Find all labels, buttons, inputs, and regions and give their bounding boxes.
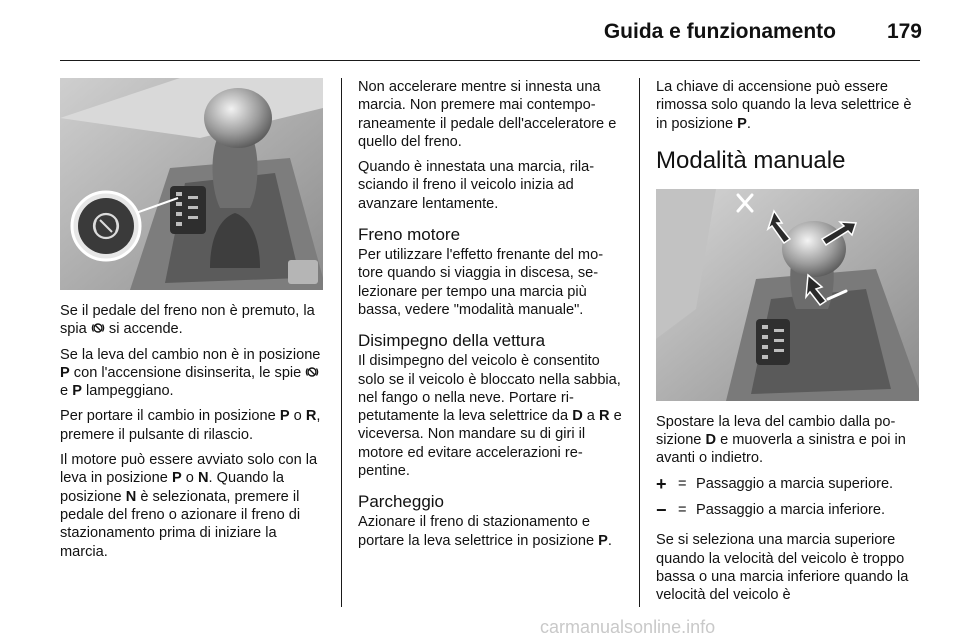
col2-p4-a: Il disimpegno del veicolo è consentito solo se il veicolo è bloccato nella sabbia, nel fango o nella neve. Portare ripetutamente la leva selettrice da: [358, 353, 621, 425]
watermark: carmanualsonline.info: [540, 617, 716, 637]
col3-p1-b: .: [746, 115, 751, 132]
legend-equals: =: [678, 475, 687, 492]
col1-p3-o: o: [293, 408, 302, 425]
col1-p4-n: N: [197, 470, 209, 487]
col2-p2: Quando è innestata una marcia, rilasciando il freno il veicolo inizia ad avanzare lentamente.: [358, 159, 595, 212]
column-3: [656, 78, 920, 612]
col1-p2-b: con l'accensione disinserita, le spie: [73, 364, 302, 381]
legend-text: Passaggio a marcia superiore.: [696, 475, 894, 492]
col1-p4-a: Il motore può essere avviato solo con la leva in posizione: [60, 452, 318, 487]
column-divider-2: [639, 78, 640, 607]
heading-disimpegno: Disimpegno della vettura: [358, 331, 546, 351]
col2-p1: Non accelerare mentre si innesta una marcia. Non premere mai contemporaneamente il pedale dell'acceleratore e quello del freno.: [358, 79, 617, 150]
col3-p3: Se si seleziona una marcia superiore quando la velocità del veicolo è troppo bassa o una marcia inferiore quando la velocità del veicolo è: [656, 532, 909, 604]
col1-p3-a: Per portare il cambio in posizione: [60, 408, 276, 425]
col1-p1-a: Se il pedale del freno non è premuto, la spia: [60, 303, 315, 338]
legend-text: Passaggio a marcia inferiore.: [696, 502, 885, 519]
col1-p3-r: R: [305, 408, 317, 425]
col1-p2-p2: P: [72, 383, 82, 400]
column-2: [358, 78, 622, 557]
plus-icon: +: [656, 473, 667, 494]
col1-p2-c: lampeggiano.: [85, 383, 174, 400]
col1-p4-c: è selezionata, premere il pedale del freno o azionare il freno di stazionamento prima di iniziare la marcia.: [60, 488, 301, 560]
heading-parcheggio: Parcheggio: [358, 492, 445, 512]
col1-p2-a: Se la leva del cambio non è in posizione: [60, 346, 321, 363]
gear-selector-photo: [60, 78, 323, 290]
col2-p4-to: a: [586, 408, 595, 425]
col2-p4-d: D: [572, 408, 583, 425]
col3-p1-a: La chiave di accensione può essere rimossa solo quando la leva selettrice è in posizione: [656, 79, 912, 132]
brake-pedal-warning-icon: [91, 321, 105, 335]
col1-p3-b: , premere il pulsante di rilascio.: [60, 408, 321, 443]
column-1: [60, 78, 324, 568]
col2-p5-b: .: [607, 532, 612, 549]
column-divider-1: [341, 78, 342, 607]
legend-upshift: [656, 475, 920, 493]
col2-p4-b: e viceversa. Non mandare su di giri il motore ed evitare accelerazioni repentine.: [358, 408, 622, 480]
manual-mode-shifter-photo: [656, 189, 919, 401]
col3-p2-a: Spostare la leva del cambio dalla posizione: [656, 413, 896, 449]
col3-p2-b: e muoverla a sinistra e poi in avanti o indietro.: [656, 432, 906, 467]
page-number: 179: [886, 20, 922, 43]
col1-p4-p: P: [171, 470, 182, 487]
col2-p4-r: R: [598, 408, 610, 425]
col1-p1-b: si accende.: [108, 321, 183, 338]
minus-icon: −: [656, 500, 667, 521]
col1-p2-e: e: [60, 383, 69, 400]
col1-p4-o: o: [185, 470, 194, 487]
col1-p4-b: . Quando la posizione: [60, 470, 284, 505]
col2-p5-p: P: [598, 532, 608, 549]
col2-p3: Per utilizzare l'effetto frenante del motore quando si viaggia in discesa, selezionare per tempo una marcia più bassa, vedere "modalità manuale".: [358, 247, 604, 318]
brake-pedal-warning-icon: [305, 365, 319, 379]
col1-p2-p: P: [60, 364, 70, 381]
col3-p2-d: D: [705, 432, 717, 449]
col2-p5-a: Azionare il freno di stazionamento e portare la leva selettrice in posizione: [358, 514, 595, 549]
heading-freno-motore: Freno motore: [358, 225, 461, 245]
heading-modalita-manuale: Modalità manuale: [656, 146, 846, 174]
col1-p4-n2: N: [125, 488, 137, 505]
header-rule: [60, 60, 920, 61]
legend-equals: =: [678, 502, 687, 519]
col1-p3-p: P: [279, 408, 290, 425]
col3-p1-p: P: [737, 115, 747, 132]
page-header-title: Guida e funzionamento: [603, 20, 836, 43]
legend-downshift: [656, 501, 920, 519]
